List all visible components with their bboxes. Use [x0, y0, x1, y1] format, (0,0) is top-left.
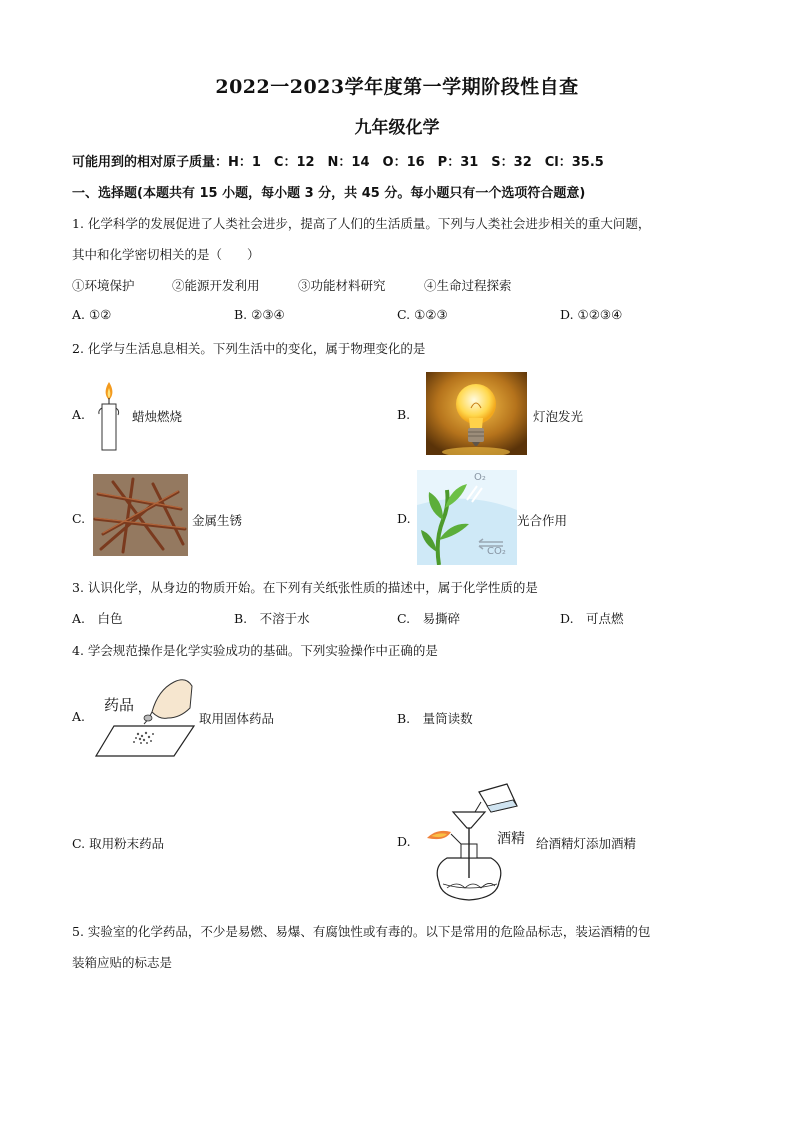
q2-option-d-text: 光合作用 — [517, 513, 568, 528]
q3-option-a[interactable]: A. 白色 — [72, 611, 123, 626]
q3-option-b[interactable]: B. 不溶于水 — [234, 611, 310, 626]
solid-reagent-image — [94, 668, 198, 762]
q2-option-d-letter[interactable]: D. — [397, 511, 411, 526]
q5-stem-line1: 5. 实验室的化学药品，不少是易燃、易爆、有腐蚀性或有毒的。以下是常用的危险品标志，装运酒精的包 — [72, 924, 651, 939]
q3-stem: 3. 认识化学，从身边的物质开始。在下列有关纸张性质的描述中，属于化学性质的是 — [72, 580, 538, 595]
rusty-nails-image — [93, 474, 188, 556]
q1-item-1: ①环境保护 — [72, 278, 135, 293]
q2-option-b-letter[interactable]: B. — [397, 407, 411, 422]
q1-item-3: ③功能材料研究 — [298, 278, 386, 293]
q3-option-d[interactable]: D. 可点燃 — [560, 611, 624, 626]
q2-option-a-letter[interactable]: A. — [72, 407, 86, 422]
o2-label: O₂ — [474, 472, 486, 483]
q4-stem: 4. 学会规范操作是化学实验成功的基础。下列实验操作中正确的是 — [72, 643, 438, 658]
alcohol-lamp-image — [417, 782, 533, 904]
candle-image — [94, 378, 124, 452]
atomic-masses: 可能用到的相对原子质量：H：1 C：12 N：14 O：16 P：31 S：32 Cl：35.5 — [72, 155, 604, 170]
q1-item-2: ②能源开发利用 — [172, 278, 260, 293]
q5-stem-line2: 装箱应贴的标志是 — [72, 955, 173, 970]
q2-option-c-letter[interactable]: C. — [72, 511, 86, 526]
q4-option-a-letter[interactable]: A. — [72, 709, 86, 724]
q2-option-c-text: 金属生锈 — [192, 513, 243, 528]
q4-option-d-letter[interactable]: D. — [397, 834, 411, 849]
co2-label: CO₂ — [487, 546, 506, 557]
q4-option-b[interactable]: B. 量筒读数 — [397, 711, 473, 726]
alcohol-label: 酒精 — [497, 831, 525, 847]
q1-option-d[interactable]: D. ①②③④ — [560, 307, 623, 322]
lightbulb-image — [426, 372, 527, 455]
q2-stem: 2. 化学与生活息息相关。下列生活中的变化，属于物理变化的是 — [72, 341, 426, 356]
q2-option-a-text: 蜡烛燃烧 — [132, 409, 183, 424]
q4-option-c[interactable]: C. 取用粉末药品 — [72, 836, 165, 851]
q1-stem-line2: 其中和化学密切相关的是（ ） — [72, 247, 260, 262]
q4-option-d-text: 给酒精灯添加酒精 — [536, 836, 637, 851]
q1-stem-line1: 1. 化学科学的发展促进了人类社会进步，提高了人们的生活质量。下列与人类社会进步相关的重大问题， — [72, 216, 651, 231]
q4-option-a-text: 取用固体药品 — [199, 711, 275, 726]
reagent-label: 药品 — [104, 696, 135, 714]
page-title: 2022一2023学年度第一学期阶段性自查 — [215, 76, 579, 98]
q2-option-b-text: 灯泡发光 — [533, 409, 584, 424]
q3-option-c[interactable]: C. 易撕碎 — [397, 611, 461, 626]
photosynthesis-image — [417, 470, 517, 565]
section-heading: 一、选择题(本题共有 15 小题，每小题 3 分，共 45 分。每小题只有一个选项符合题意) — [72, 186, 586, 201]
q1-option-a[interactable]: A. ①② — [72, 307, 112, 322]
page-subtitle: 九年级化学 — [354, 118, 440, 138]
q1-item-4: ④生命过程探索 — [424, 278, 512, 293]
q1-option-b[interactable]: B. ②③④ — [234, 307, 285, 322]
q1-option-c[interactable]: C. ①②③ — [397, 307, 448, 322]
